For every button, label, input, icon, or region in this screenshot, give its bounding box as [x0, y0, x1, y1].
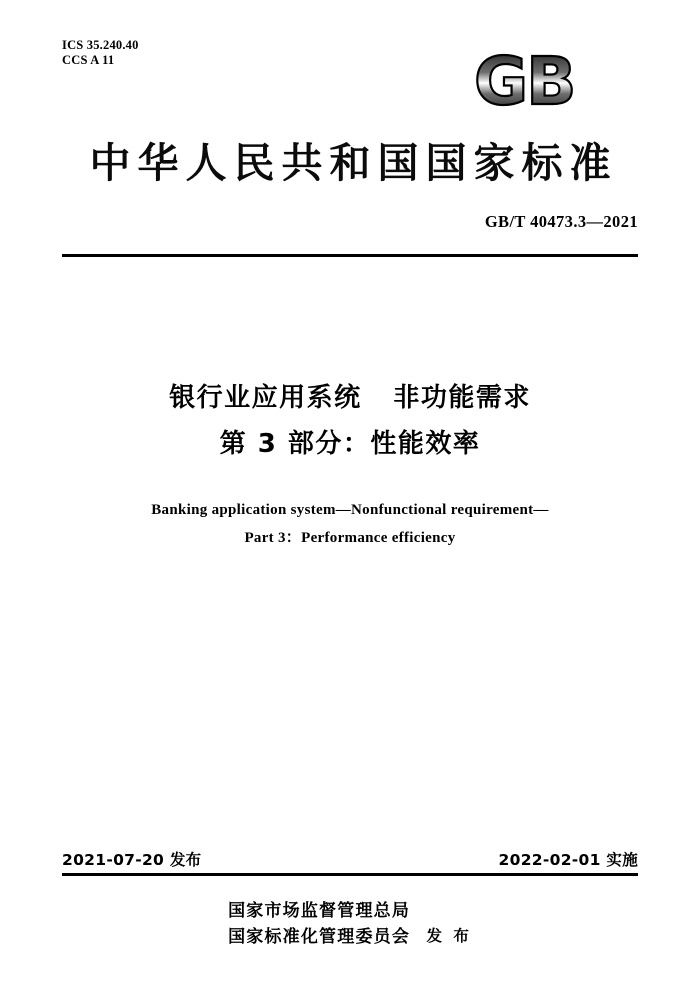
- main-title-line-1: 银行业应用系统 非功能需求: [169, 383, 531, 413]
- gb-logo-icon: [472, 46, 622, 116]
- ics-code: ICS 35.240.40: [62, 38, 139, 52]
- footer-dates: [62, 848, 638, 874]
- subtitle-line-2: Part 3：Performance efficiency: [244, 530, 456, 546]
- issuer-line-1: 国家市场监督管理总局: [228, 901, 411, 921]
- divider-top: [62, 254, 638, 257]
- issue-date: 2021-07-20 发布: [62, 851, 202, 869]
- main-title-line-2: 第 3 部分：性能效率: [219, 429, 481, 459]
- divider-bottom: [62, 873, 638, 876]
- ics-ccs-block: [62, 38, 139, 68]
- publish-label: 发 布: [426, 927, 472, 945]
- effective-date: 2022-02-01 实施: [498, 851, 638, 869]
- subtitle-line-1: Banking application system—Nonfunctional requirement—: [151, 502, 549, 518]
- page-title: 中华人民共和国国家标准: [89, 139, 618, 187]
- svg-text:GB: GB: [474, 46, 575, 116]
- document-subtitle: [0, 496, 700, 552]
- standard-number: GB/T 40473.3—2021: [484, 212, 638, 231]
- issuer-line-2: 国家标准化管理委员会: [228, 927, 411, 947]
- ccs-code: CCS A 11: [62, 53, 115, 67]
- document-main-title: [0, 378, 700, 464]
- issuer-block: [0, 898, 700, 950]
